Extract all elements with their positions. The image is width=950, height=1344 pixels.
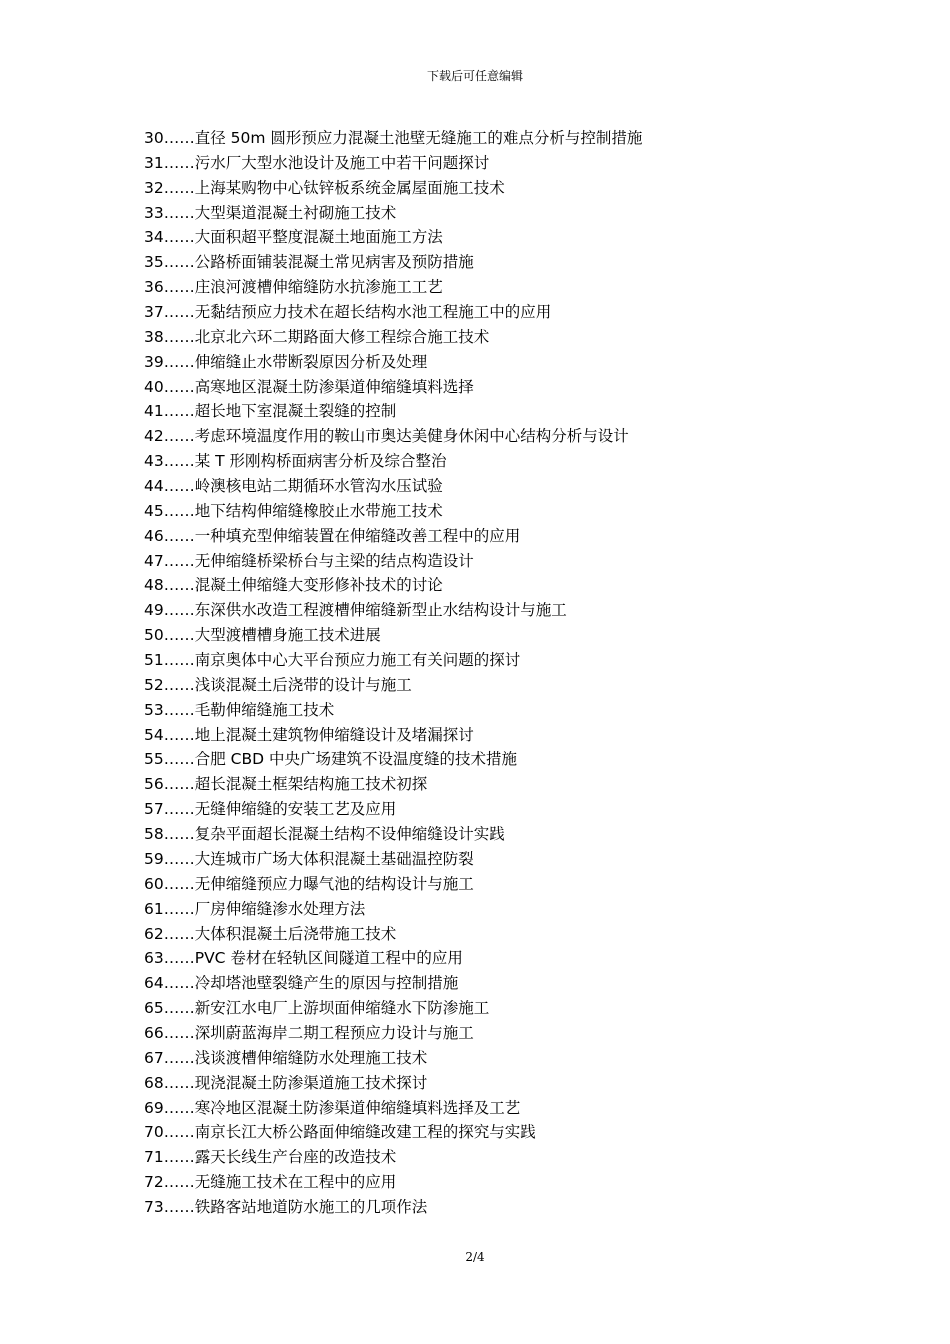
- toc-entry: 66……深圳蔚蓝海岸二期工程预应力设计与施工: [144, 1023, 474, 1042]
- toc-entry: 71……露天长线生产台座的改造技术: [144, 1148, 397, 1167]
- toc-entry: 39……伸缩缝止水带断裂原因分析及处理: [144, 352, 428, 371]
- toc-entry: 46……一种填充型伸缩装置在伸缩缝改善工程中的应用: [144, 526, 521, 545]
- toc-entry: 68……现浇混凝土防渗渠道施工技术探讨: [144, 1073, 428, 1092]
- toc-entry: 32……上海某购物中心钛锌板系统金属屋面施工技术: [144, 178, 505, 197]
- toc-entry: 54……地上混凝土建筑物伸缩缝设计及堵漏探讨: [144, 725, 474, 744]
- toc-entry: 44……岭澳核电站二期循环水管沟水压试验: [144, 477, 443, 496]
- toc-entry: 30……直径 50m 圆形预应力混凝土池壁无缝施工的难点分析与控制措施: [144, 129, 643, 147]
- toc-entry: 40……高寒地区混凝土防渗渠道伸缩缝填料选择: [144, 377, 474, 396]
- toc-entry: 61……厂房伸缩缝渗水处理方法: [144, 899, 366, 918]
- toc-entry: 72……无缝施工技术在工程中的应用: [144, 1173, 397, 1192]
- toc-entry: 49……东深供水改造工程渡槽伸缩缝新型止水结构设计与施工: [144, 601, 567, 620]
- toc-entry: 60……无伸缩缝预应力曝气池的结构设计与施工: [144, 874, 474, 893]
- toc-entry: 52……浅谈混凝土后浇带的设计与施工: [144, 675, 412, 694]
- toc-entry: 63……PVC 卷材在轻轨区间隧道工程中的应用: [144, 949, 463, 968]
- toc-entry: 70……南京长江大桥公路面伸缩缝改建工程的探究与实践: [144, 1123, 536, 1142]
- toc-entry: 38……北京北六环二期路面大修工程综合施工技术: [144, 327, 490, 346]
- toc-entry: 58……复杂平面超长混凝土结构不设伸缩缝设计实践: [144, 825, 505, 844]
- toc-entry: 35……公路桥面铺装混凝土常见病害及预防措施: [144, 253, 474, 272]
- toc-entry: 51……南京奥体中心大平台预应力施工有关问题的探讨: [144, 651, 521, 670]
- toc-entry: 48……混凝土伸缩缝大变形修补技术的讨论: [144, 576, 443, 595]
- toc-entry: 34……大面积超平整度混凝土地面施工方法: [144, 228, 443, 247]
- toc-list: [144, 126, 642, 1220]
- toc-entry: 33……大型渠道混凝土衬砌施工技术: [144, 203, 397, 222]
- toc-entry: 73……铁路客站地道防水施工的几项作法: [144, 1197, 428, 1216]
- toc-entry: 50……大型渡槽槽身施工技术进展: [144, 626, 381, 645]
- toc-entry: 56……超长混凝土框架结构施工技术初探: [144, 775, 428, 794]
- toc-entry: 62……大体积混凝土后浇带施工技术: [144, 924, 397, 943]
- toc-entry: 69……寒冷地区混凝土防渗渠道伸缩缝填料选择及工艺: [144, 1098, 521, 1117]
- toc-entry: 36……庄浪河渡槽伸缩缝防水抗渗施工工艺: [144, 278, 443, 297]
- toc-entry: 45……地下结构伸缩缝橡胶止水带施工技术: [144, 501, 443, 520]
- toc-entry: 64……冷却塔池壁裂缝产生的原因与控制措施: [144, 974, 459, 993]
- toc-entry: 65……新安江水电厂上游坝面伸缩缝水下防渗施工: [144, 999, 490, 1018]
- toc-entry: 41……超长地下室混凝土裂缝的控制: [144, 402, 397, 421]
- toc-entry: 53……毛勒伸缩缝施工技术: [144, 700, 335, 719]
- toc-entry: 55……合肥 CBD 中央广场建筑不设温度缝的技术措施: [144, 750, 517, 769]
- toc-entry: 59……大连城市广场大体积混凝土基础温控防裂: [144, 849, 474, 868]
- toc-entry: 31……污水厂大型水池设计及施工中若干问题探讨: [144, 153, 490, 172]
- toc-entry: 47……无伸缩缝桥梁桥台与主梁的结点构造设计: [144, 551, 474, 570]
- toc-entry: 42……考虑环境温度作用的鞍山市奥达美健身休闲中心结构分析与设计: [144, 427, 629, 446]
- toc-entry: 37……无黏结预应力技术在超长结构水池工程施工中的应用: [144, 303, 552, 322]
- page-header: 下载后可任意编辑: [426, 69, 523, 83]
- toc-entry: 57……无缝伸缩缝的安装工艺及应用: [144, 800, 397, 819]
- toc-entry: 43……某 T 形刚构桥面病害分析及综合整治: [144, 452, 447, 471]
- page-number: 2/4: [465, 1250, 485, 1264]
- toc-entry: 67……浅谈渡槽伸缩缝防水处理施工技术: [144, 1048, 428, 1067]
